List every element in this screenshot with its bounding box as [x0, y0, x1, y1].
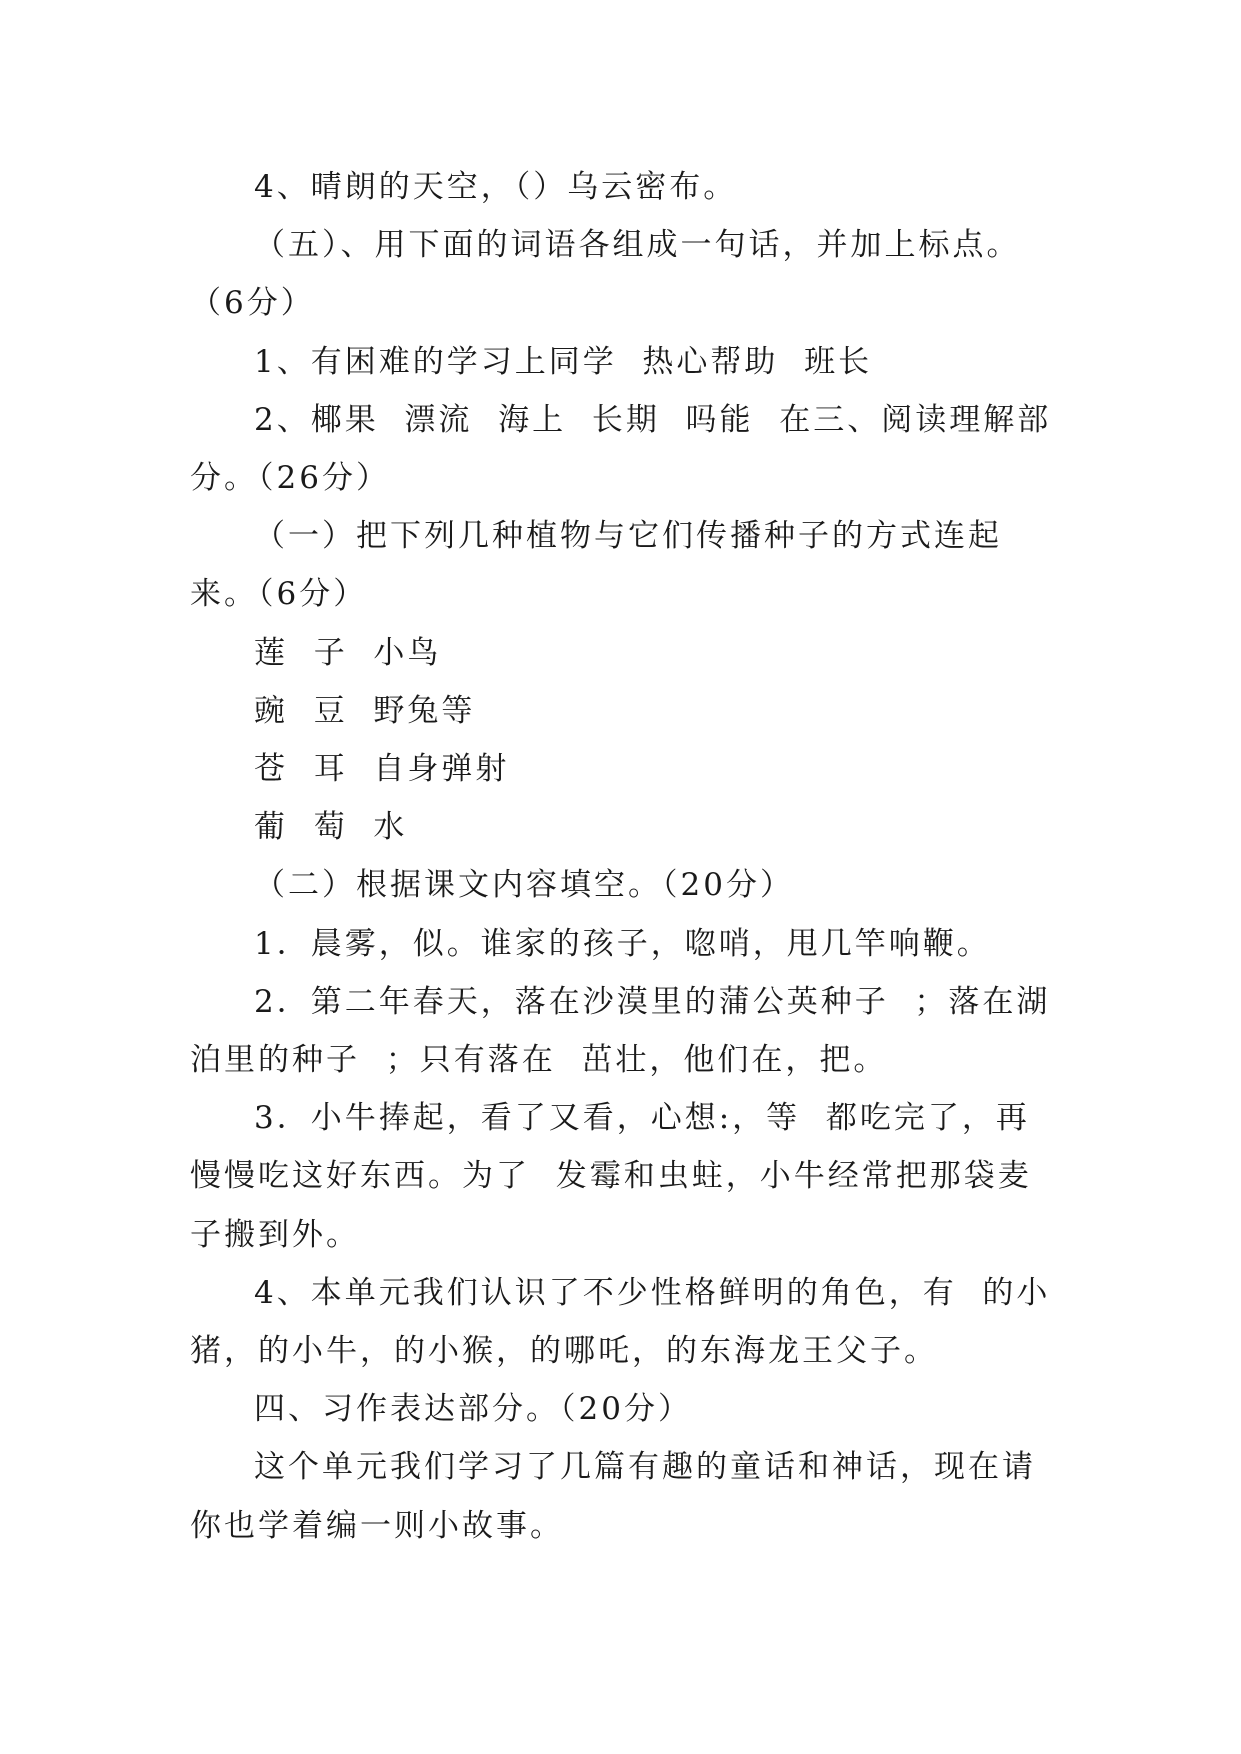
section-5-heading: （五）、用下面的词语各组成一句话，并加上标点。（6分） [190, 227, 1021, 322]
reading-part-2-heading: （二）根据课文内容填空。（20分） [254, 867, 794, 904]
matching-row-4: 葡 萄 水 [254, 809, 408, 846]
matching-row-1: 莲 子 小鸟 [254, 634, 442, 671]
document-body [190, 158, 1056, 1555]
question-4-sentence: 4、晴朗的天空，（）乌云密布。 [254, 169, 738, 205]
reading-part-1-heading: （一）把下列几种植物与它们传播种子的方式连起来。（6分） [190, 518, 1002, 613]
sentence-item-2: 2、椰果 漂流 海上 长期 吗能 在三、阅读理解部分。（26分） [190, 401, 1052, 497]
fill-blank-1: 1．晨雾，似。谁家的孩子，唿哨，甩几竿响鞭。 [254, 925, 991, 962]
matching-row-3: 苍 耳 自身弹射 [254, 751, 510, 788]
writing-prompt: 这个单元我们学习了几篇有趣的童话和神话，现在请你也学着编一则小故事。 [190, 1449, 1036, 1544]
section-4-heading: 四、习作表达部分。（20分） [254, 1391, 692, 1428]
matching-row-2: 豌 豆 野兔等 [254, 692, 476, 729]
fill-blank-3: 3．小牛捧起，看了又看，心想:，等 都吃完了，再慢慢吃这好东西。为了 发霉和虫蛀，小牛经常把那袋麦子搬到外。 [190, 1100, 1032, 1253]
fill-blank-2: 2．第二年春天，落在沙漠里的蒲公英种子 ；落在湖泊里的种子 ；只有落在 茁壮，他们在，把。 [190, 983, 1051, 1079]
sentence-item-1: 1、有困难的学习上同学 热心帮助 班长 [254, 343, 873, 380]
fill-blank-4: 4、本单元我们认识了不少性格鲜明的角色，有 的小猪，的小牛，的小猴，的哪吒，的东海龙王父子。 [190, 1274, 1051, 1370]
